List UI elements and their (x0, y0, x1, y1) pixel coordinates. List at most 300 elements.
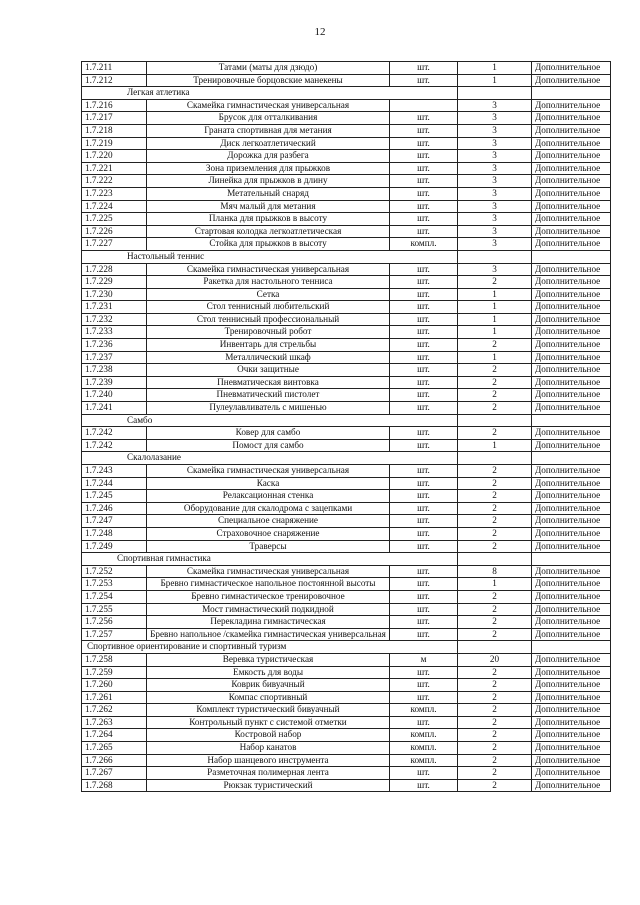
item-quantity: 2 (458, 590, 532, 603)
item-name: Очки защитные (147, 364, 390, 377)
item-code: 1.7.259 (82, 666, 147, 679)
item-status: Дополнительное (532, 716, 611, 729)
section-status-cell (532, 553, 611, 566)
item-quantity: 2 (458, 742, 532, 755)
item-name: Рюкзак туристический (147, 779, 390, 792)
table-row (82, 527, 611, 540)
item-quantity: 8 (458, 565, 532, 578)
item-quantity: 2 (458, 754, 532, 767)
item-status: Дополнительное (532, 691, 611, 704)
table-row (82, 301, 611, 314)
table-row (82, 616, 611, 629)
item-status: Дополнительное (532, 99, 611, 112)
item-quantity: 2 (458, 679, 532, 692)
table-row (82, 716, 611, 729)
table-row (82, 213, 611, 226)
item-unit: шт. (390, 364, 458, 377)
table-row (82, 402, 611, 415)
item-status: Дополнительное (532, 276, 611, 289)
item-code: 1.7.226 (82, 225, 147, 238)
item-unit: шт. (390, 666, 458, 679)
table-row (82, 150, 611, 163)
item-unit: шт. (390, 716, 458, 729)
item-name: Планка для прыжков в высоту (147, 213, 390, 226)
table-row (82, 477, 611, 490)
item-unit: шт. (390, 590, 458, 603)
table-row (82, 590, 611, 603)
table-row (82, 779, 611, 792)
item-quantity: 2 (458, 515, 532, 528)
table-row (82, 439, 611, 452)
item-unit: шт. (390, 527, 458, 540)
item-name: Диск легкоатлетический (147, 137, 390, 150)
item-name: Ковер для самбо (147, 427, 390, 440)
item-code: 1.7.242 (82, 427, 147, 440)
item-quantity: 3 (458, 99, 532, 112)
section-qty-cell (458, 414, 532, 427)
item-name: Стол теннисный любительский (147, 301, 390, 314)
item-name: Скамейка гимнастическая универсальная (147, 99, 390, 112)
item-code: 1.7.233 (82, 326, 147, 339)
item-code: 1.7.243 (82, 465, 147, 478)
item-unit: шт. (390, 427, 458, 440)
section-status-cell (532, 641, 611, 654)
item-status: Дополнительное (532, 578, 611, 591)
item-quantity: 2 (458, 704, 532, 717)
item-name: Пулеулавливатель с мишенью (147, 402, 390, 415)
section-row (82, 553, 611, 566)
item-unit: шт. (390, 691, 458, 704)
item-code: 1.7.222 (82, 175, 147, 188)
item-name: Бревно гимнастическое напольное постоянной высоты (147, 578, 390, 591)
item-status: Дополнительное (532, 465, 611, 478)
item-quantity: 2 (458, 389, 532, 402)
item-quantity: 2 (458, 767, 532, 780)
item-status: Дополнительное (532, 389, 611, 402)
table-row (82, 313, 611, 326)
item-status: Дополнительное (532, 200, 611, 213)
table-row (82, 137, 611, 150)
item-unit: шт. (390, 616, 458, 629)
table-row (82, 175, 611, 188)
item-name: Сетка (147, 288, 390, 301)
section-title: Настольный теннис (82, 250, 458, 263)
item-code: 1.7.238 (82, 364, 147, 377)
item-unit: шт. (390, 62, 458, 75)
table-row (82, 62, 611, 75)
item-unit: шт. (390, 578, 458, 591)
table-row (82, 653, 611, 666)
item-status: Дополнительное (532, 477, 611, 490)
item-name: Оборудование для скалодрома с зацепками (147, 502, 390, 515)
item-status: Дополнительное (532, 628, 611, 641)
table-row (82, 187, 611, 200)
item-code: 1.7.254 (82, 590, 147, 603)
item-status: Дополнительное (532, 351, 611, 364)
item-unit: шт. (390, 137, 458, 150)
item-status: Дополнительное (532, 704, 611, 717)
item-code: 1.7.236 (82, 339, 147, 352)
item-unit: шт. (390, 150, 458, 163)
item-status: Дополнительное (532, 339, 611, 352)
item-name: Ракетка для настольного тенниса (147, 276, 390, 289)
item-name: Мяч малый для метания (147, 200, 390, 213)
item-code: 1.7.257 (82, 628, 147, 641)
item-quantity: 3 (458, 137, 532, 150)
item-quantity: 20 (458, 653, 532, 666)
table-row (82, 767, 611, 780)
item-status: Дополнительное (532, 288, 611, 301)
table-row (82, 162, 611, 175)
item-quantity: 3 (458, 213, 532, 226)
item-quantity: 2 (458, 540, 532, 553)
item-name: Скамейка гимнастическая универсальная (147, 465, 390, 478)
item-name: Перекладина гимнастическая (147, 616, 390, 629)
item-status: Дополнительное (532, 679, 611, 692)
table-row (82, 679, 611, 692)
item-quantity: 1 (458, 439, 532, 452)
item-name: Траверсы (147, 540, 390, 553)
item-status: Дополнительное (532, 742, 611, 755)
item-status: Дополнительное (532, 616, 611, 629)
item-status: Дополнительное (532, 729, 611, 742)
item-code: 1.7.240 (82, 389, 147, 402)
item-status: Дополнительное (532, 653, 611, 666)
item-code: 1.7.221 (82, 162, 147, 175)
item-unit: шт. (390, 540, 458, 553)
item-unit: шт. (390, 515, 458, 528)
item-status: Дополнительное (532, 540, 611, 553)
table-row (82, 339, 611, 352)
equipment-table (81, 61, 611, 792)
item-name: Тренировочный робот (147, 326, 390, 339)
item-quantity: 2 (458, 527, 532, 540)
item-code: 1.7.261 (82, 691, 147, 704)
section-title: Спортивное ориентирование и спортивный туризм (82, 641, 458, 654)
table-row (82, 691, 611, 704)
item-quantity: 1 (458, 301, 532, 314)
item-name: Бревно напольное /скамейка гимнастическая универсальная (147, 628, 390, 641)
item-code: 1.7.265 (82, 742, 147, 755)
item-quantity: 2 (458, 477, 532, 490)
item-name: Граната спортивная для метания (147, 124, 390, 137)
item-name: Бревно гимнастическое тренировочное (147, 590, 390, 603)
item-name: Страховочное снаряжение (147, 527, 390, 540)
table-row (82, 515, 611, 528)
item-code: 1.7.267 (82, 767, 147, 780)
table-row (82, 263, 611, 276)
item-name: Инвентарь для стрельбы (147, 339, 390, 352)
table-row (82, 578, 611, 591)
item-quantity: 3 (458, 187, 532, 200)
item-unit: компл. (390, 742, 458, 755)
item-quantity: 1 (458, 62, 532, 75)
item-name: Костровой набор (147, 729, 390, 742)
item-quantity: 2 (458, 628, 532, 641)
item-status: Дополнительное (532, 490, 611, 503)
table-row (82, 704, 611, 717)
item-quantity: 2 (458, 402, 532, 415)
item-code: 1.7.224 (82, 200, 147, 213)
item-code: 1.7.252 (82, 565, 147, 578)
item-code: 1.7.245 (82, 490, 147, 503)
item-name: Набор канатов (147, 742, 390, 755)
item-unit: шт. (390, 200, 458, 213)
item-code: 1.7.268 (82, 779, 147, 792)
section-row (82, 87, 611, 100)
item-code: 1.7.237 (82, 351, 147, 364)
item-name: Скамейка гимнастическая универсальная (147, 263, 390, 276)
item-name: Веревка туристическая (147, 653, 390, 666)
item-code: 1.7.247 (82, 515, 147, 528)
item-code: 1.7.262 (82, 704, 147, 717)
item-code: 1.7.220 (82, 150, 147, 163)
item-unit: шт. (390, 439, 458, 452)
item-quantity: 1 (458, 74, 532, 87)
item-code: 1.7.264 (82, 729, 147, 742)
item-code: 1.7.217 (82, 112, 147, 125)
item-name: Линейка для прыжков в длину (147, 175, 390, 188)
table-row (82, 565, 611, 578)
section-status-cell (532, 414, 611, 427)
item-unit: шт. (390, 162, 458, 175)
table-row (82, 603, 611, 616)
table-row (82, 225, 611, 238)
item-code: 1.7.227 (82, 238, 147, 251)
item-status: Дополнительное (532, 603, 611, 616)
item-quantity: 2 (458, 376, 532, 389)
section-qty-cell (458, 641, 532, 654)
item-status: Дополнительное (532, 666, 611, 679)
item-code: 1.7.241 (82, 402, 147, 415)
table-row (82, 124, 611, 137)
item-status: Дополнительное (532, 124, 611, 137)
item-status: Дополнительное (532, 376, 611, 389)
item-name: Разметочная полимерная лента (147, 767, 390, 780)
item-unit: шт. (390, 779, 458, 792)
item-status: Дополнительное (532, 62, 611, 75)
equipment-table-body (82, 62, 611, 792)
item-unit: шт. (390, 225, 458, 238)
item-status: Дополнительное (532, 565, 611, 578)
item-code: 1.7.253 (82, 578, 147, 591)
section-row (82, 641, 611, 654)
item-quantity: 3 (458, 200, 532, 213)
item-name: Скамейка гимнастическая универсальная (147, 565, 390, 578)
item-status: Дополнительное (532, 439, 611, 452)
item-name: Брусок для отталкивания (147, 112, 390, 125)
item-unit: шт. (390, 175, 458, 188)
table-row (82, 200, 611, 213)
item-code: 1.7.223 (82, 187, 147, 200)
item-status: Дополнительное (532, 326, 611, 339)
item-quantity: 2 (458, 779, 532, 792)
item-name: Пневматическая винтовка (147, 376, 390, 389)
item-code: 1.7.244 (82, 477, 147, 490)
item-status: Дополнительное (532, 137, 611, 150)
table-row (82, 376, 611, 389)
item-name: Компас спортивный (147, 691, 390, 704)
item-unit: шт. (390, 465, 458, 478)
item-code: 1.7.228 (82, 263, 147, 276)
item-code: 1.7.212 (82, 74, 147, 87)
item-code: 1.7.246 (82, 502, 147, 515)
table-row (82, 326, 611, 339)
table-row (82, 754, 611, 767)
item-status: Дополнительное (532, 112, 611, 125)
item-status: Дополнительное (532, 754, 611, 767)
item-quantity: 1 (458, 578, 532, 591)
table-row (82, 238, 611, 251)
item-quantity: 3 (458, 238, 532, 251)
item-name: Контрольный пункт с системой отметки (147, 716, 390, 729)
item-code: 1.7.229 (82, 276, 147, 289)
section-row (82, 452, 611, 465)
item-quantity: 3 (458, 175, 532, 188)
section-status-cell (532, 250, 611, 263)
item-name: Каска (147, 477, 390, 490)
table-row (82, 502, 611, 515)
item-status: Дополнительное (532, 313, 611, 326)
table-row (82, 490, 611, 503)
item-status: Дополнительное (532, 238, 611, 251)
table-row (82, 540, 611, 553)
section-row (82, 250, 611, 263)
item-unit: шт. (390, 477, 458, 490)
item-unit: шт. (390, 263, 458, 276)
item-quantity: 1 (458, 351, 532, 364)
item-name: Стартовая колодка легкоатлетическая (147, 225, 390, 238)
item-code: 1.7.239 (82, 376, 147, 389)
item-status: Дополнительное (532, 502, 611, 515)
item-unit: компл. (390, 238, 458, 251)
item-quantity: 2 (458, 691, 532, 704)
item-code: 1.7.230 (82, 288, 147, 301)
item-name: Дорожка для разбега (147, 150, 390, 163)
item-quantity: 1 (458, 326, 532, 339)
item-status: Дополнительное (532, 427, 611, 440)
item-quantity: 2 (458, 603, 532, 616)
item-status: Дополнительное (532, 150, 611, 163)
item-unit: компл. (390, 704, 458, 717)
item-unit: шт. (390, 376, 458, 389)
section-title: Скалолазание (82, 452, 458, 465)
section-qty-cell (458, 553, 532, 566)
item-status: Дополнительное (532, 225, 611, 238)
section-row (82, 414, 611, 427)
section-qty-cell (458, 250, 532, 263)
item-code: 1.7.255 (82, 603, 147, 616)
item-status: Дополнительное (532, 767, 611, 780)
item-name: Комплект туристический бивуачный (147, 704, 390, 717)
item-quantity: 3 (458, 263, 532, 276)
item-name: Пневматический пистолет (147, 389, 390, 402)
item-status: Дополнительное (532, 175, 611, 188)
item-unit: шт. (390, 603, 458, 616)
item-code: 1.7.232 (82, 313, 147, 326)
item-unit: шт. (390, 187, 458, 200)
item-quantity: 1 (458, 313, 532, 326)
item-status: Дополнительное (532, 187, 611, 200)
table-row (82, 112, 611, 125)
item-code: 1.7.219 (82, 137, 147, 150)
item-unit: шт. (390, 339, 458, 352)
item-quantity: 3 (458, 124, 532, 137)
item-code: 1.7.211 (82, 62, 147, 75)
item-quantity: 2 (458, 490, 532, 503)
item-unit: компл. (390, 754, 458, 767)
item-name: Татами (маты для дзюдо) (147, 62, 390, 75)
item-status: Дополнительное (532, 527, 611, 540)
item-name: Стол теннисный профессиональный (147, 313, 390, 326)
table-row (82, 351, 611, 364)
item-unit: шт. (390, 124, 458, 137)
item-quantity: 2 (458, 666, 532, 679)
section-qty-cell (458, 452, 532, 465)
section-title: Легкая атлетика (82, 87, 458, 100)
table-row (82, 288, 611, 301)
item-quantity: 2 (458, 339, 532, 352)
item-quantity: 3 (458, 225, 532, 238)
item-code: 1.7.218 (82, 124, 147, 137)
item-status: Дополнительное (532, 515, 611, 528)
item-name: Набор шанцевого инструмента (147, 754, 390, 767)
item-unit: шт. (390, 767, 458, 780)
item-unit: шт. (390, 276, 458, 289)
item-unit: шт. (390, 565, 458, 578)
item-name: Металлический шкаф (147, 351, 390, 364)
item-name: Зона приземления для прыжков (147, 162, 390, 175)
item-status: Дополнительное (532, 402, 611, 415)
table-row (82, 99, 611, 112)
item-quantity: 1 (458, 288, 532, 301)
item-code: 1.7.260 (82, 679, 147, 692)
item-quantity: 2 (458, 276, 532, 289)
section-title: Спортивная гимнастика (82, 553, 458, 566)
table-row (82, 389, 611, 402)
table-row (82, 628, 611, 641)
item-name: Коврик бивуачный (147, 679, 390, 692)
item-unit: шт. (390, 351, 458, 364)
item-name: Специальное снаряжение (147, 515, 390, 528)
item-code: 1.7.225 (82, 213, 147, 226)
section-qty-cell (458, 87, 532, 100)
item-quantity: 3 (458, 162, 532, 175)
item-status: Дополнительное (532, 74, 611, 87)
item-quantity: 2 (458, 502, 532, 515)
item-status: Дополнительное (532, 779, 611, 792)
table-row (82, 276, 611, 289)
item-unit: шт. (390, 402, 458, 415)
item-name: Метательный снаряд (147, 187, 390, 200)
item-code: 1.7.249 (82, 540, 147, 553)
section-title: Самбо (82, 414, 458, 427)
item-name: Мост гимнастический подкидной (147, 603, 390, 616)
item-name: Стойка для прыжков в высоту (147, 238, 390, 251)
page-number: 12 (314, 26, 326, 38)
item-quantity: 3 (458, 112, 532, 125)
item-unit: шт. (390, 288, 458, 301)
section-status-cell (532, 452, 611, 465)
item-status: Дополнительное (532, 263, 611, 276)
item-status: Дополнительное (532, 364, 611, 377)
item-code: 1.7.242 (82, 439, 147, 452)
item-code: 1.7.256 (82, 616, 147, 629)
item-unit (390, 99, 458, 112)
table-row (82, 729, 611, 742)
item-code: 1.7.263 (82, 716, 147, 729)
item-quantity: 2 (458, 729, 532, 742)
